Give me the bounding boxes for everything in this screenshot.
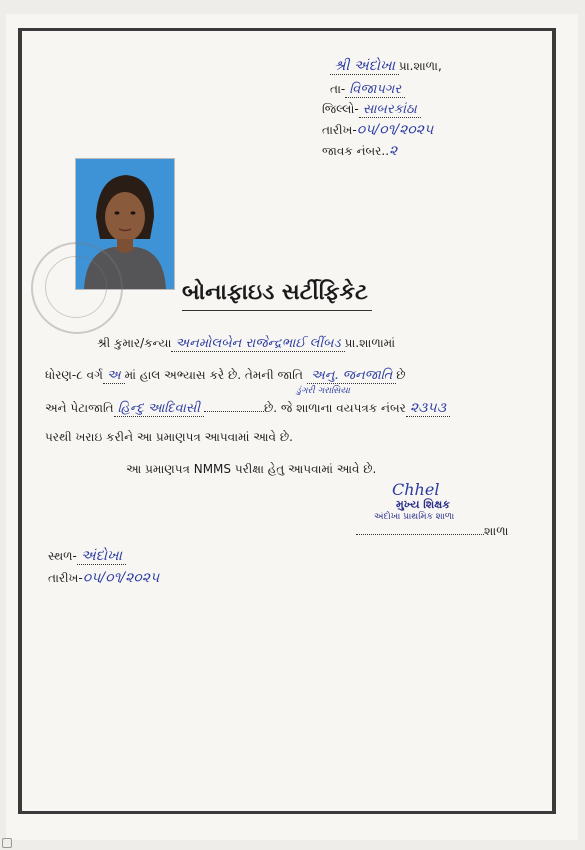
std-label: ધોરણ-૮ વર્ગ <box>45 368 103 382</box>
class-value: અ <box>103 368 125 384</box>
line1-suffix: પ્રા.શાળામાં <box>344 336 396 350</box>
body-line-1 <box>97 336 395 352</box>
certificate-border <box>18 28 556 814</box>
taluka-line <box>330 82 405 98</box>
faded-stamp <box>31 242 123 334</box>
body-line-5: આ પ્રમાણપત્ર NMMS પરીક્ષા હેતુ આપવામાં આવે છે. <box>126 462 377 476</box>
body-line-3 <box>45 400 450 417</box>
place-value: અંદોખા <box>77 548 126 565</box>
body-line-2 <box>45 368 406 384</box>
line2-mid: માં હાલ અભ્યાસ કરે છે. તેમની જાતિ <box>124 368 303 382</box>
line1-prefix: શ્રી કુમાર/કન્યા <box>97 336 172 350</box>
certificate-title: બોનાફાઇડ સર્ટીફિકેટ <box>182 280 368 305</box>
signature-school-line <box>356 524 509 539</box>
district-label: જિલ્લો- <box>322 102 359 116</box>
place-line <box>48 548 126 565</box>
signature-block <box>366 480 488 526</box>
place-label: સ્થળ- <box>48 549 77 563</box>
line3-mid: છે. જે શાળાના વયપત્રક નંબર <box>264 401 406 415</box>
signature-line-suffix: શાળા <box>484 524 509 538</box>
scanner-logo-icon <box>2 838 12 848</box>
school-stamp-text: અંદોખા પ્રાથમિક શાળા <box>374 512 455 522</box>
header-date-label: તારીખ- <box>322 123 357 137</box>
footer-date-label: તારીખ- <box>48 571 83 585</box>
subcaste-value: હિન્દુ આદિવાસી <box>114 401 204 417</box>
register-number: ૨૩૫૩ <box>406 400 450 417</box>
subcaste-note: ડુંગરી ગરાસિયા <box>296 386 350 396</box>
outward-value: ૨ <box>389 143 398 159</box>
school-line <box>330 58 442 75</box>
footer-date-line <box>48 570 159 586</box>
line2-suffix: છે <box>396 368 406 382</box>
header-date-line <box>322 122 433 138</box>
body-line-4: પરથી ખરાઇ કરીને આ પ્રમાણપત્ર આપવામાં આવે છે. <box>45 430 293 444</box>
outward-label: જાવક નંબર.. <box>322 144 390 158</box>
school-suffix: પ્રા.શાળા, <box>398 59 442 73</box>
taluka-label: તા- <box>330 82 346 96</box>
student-name: અનમોલબેન રાજેન્દ્રભાઈ લીંબડ <box>171 336 344 352</box>
header-date-value: ૦૫/૦૧/૨૦૨૫ <box>356 122 434 138</box>
district-value: સાબરકાંઠા <box>359 102 421 118</box>
caste-value: અનુ. જનજાતિ <box>307 368 396 384</box>
footer-date-value: ૦૫/૦૧/૨૦૨૫ <box>82 570 160 586</box>
signature-scribble: Chhel <box>392 480 440 499</box>
school-value: શ્રી અંદોખા <box>330 58 399 75</box>
district-line <box>322 102 421 118</box>
taluka-value: વિજાપગર <box>345 82 405 98</box>
principal-title: મુખ્ય શિક્ષક <box>396 498 451 511</box>
line3-prefix: અને પેટાજાતિ <box>45 401 114 415</box>
outward-line <box>322 143 397 159</box>
